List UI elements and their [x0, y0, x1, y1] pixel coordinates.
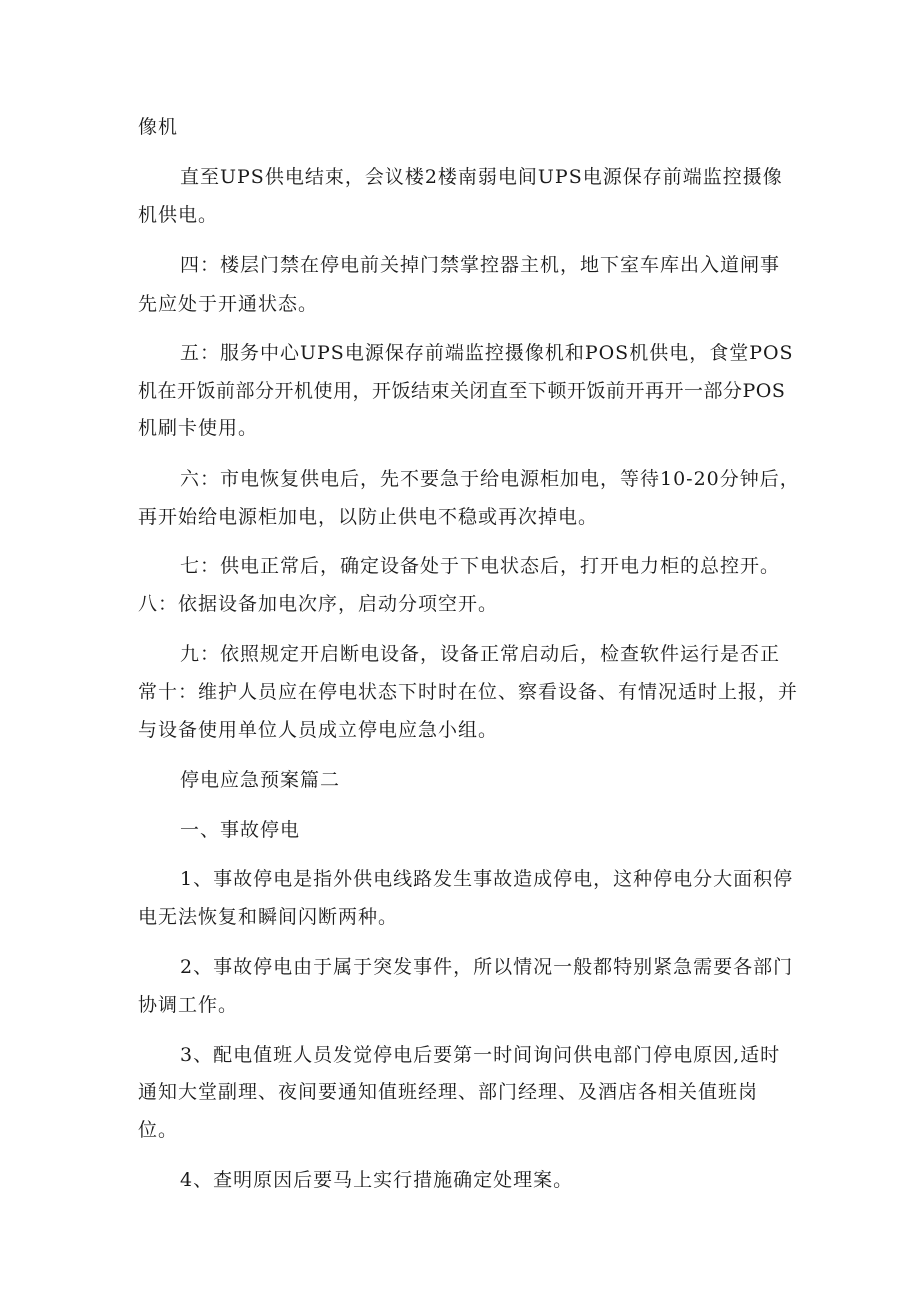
text-line: 六：市电恢复供电后，先不要急于给电源柜加电，等待10-20分钟后， — [180, 468, 800, 490]
text-line: 九：依照规定开启断电设备，设备正常启动后，检查软件运行是否正 — [180, 643, 781, 665]
text-line: 协调工作。 — [138, 994, 239, 1016]
text-line: 七：供电正常后，确定设备处于下电状态后，打开电力柜的总控开。 — [180, 555, 781, 577]
text-line: 四：楼层门禁在停电前关掉门禁掌控器主机，地下室车库出入道闸事 — [180, 254, 781, 276]
text-line: 五：服务中心UPS电源保存前端监控摄像机和POS机供电，食堂POS — [180, 342, 794, 364]
text-line: 先应处于开通状态。 — [138, 293, 319, 315]
subsection-heading: 一、事故停电 — [180, 819, 301, 841]
text-line: 再开始给电源柜加电，以防止供电不稳或再次掉电。 — [138, 506, 599, 528]
text-line: 机供电。 — [138, 204, 219, 226]
text-line: 电无法恢复和瞬间闪断两种。 — [138, 906, 399, 928]
text-line: 3、配电值班人员发觉停电后要第一时间询问供电部门停电原因,适时 — [180, 1044, 781, 1066]
section-heading: 停电应急预案篇二 — [180, 769, 341, 791]
text-line: 与设备使用单位人员成立停电应急小组。 — [138, 719, 499, 741]
text-line: 机在开饭前部分开机使用，开饭结束关闭直至下顿开饭前开再开一部分POS — [138, 380, 786, 402]
text-line: 2、事故停电由于属于突发事件，所以情况一般都特别紧急需要各部门 — [180, 956, 794, 978]
text-line: 通知大堂副理、夜间要通知值班经理、部门经理、及酒店各相关值班岗 — [138, 1081, 759, 1103]
text-line: 位。 — [138, 1119, 179, 1141]
text-line: 直至UPS供电结束，会议楼2楼南弱电间UPS电源保存前端监控摄像 — [180, 166, 783, 188]
text-line: 像机 — [138, 116, 179, 138]
text-line: 常十：维护人员应在停电状态下时时在位、察看设备、有情况适时上报，并 — [138, 681, 799, 703]
text-line: 4、查明原因后要马上实行措施确定处理案。 — [180, 1169, 574, 1191]
text-line: 八：依据设备加电次序，启动分项空开。 — [138, 593, 499, 615]
text-line: 1、事故停电是指外供电线路发生事故造成停电，这种停电分大面积停 — [180, 868, 794, 890]
text-line: 机刷卡使用。 — [138, 417, 259, 439]
